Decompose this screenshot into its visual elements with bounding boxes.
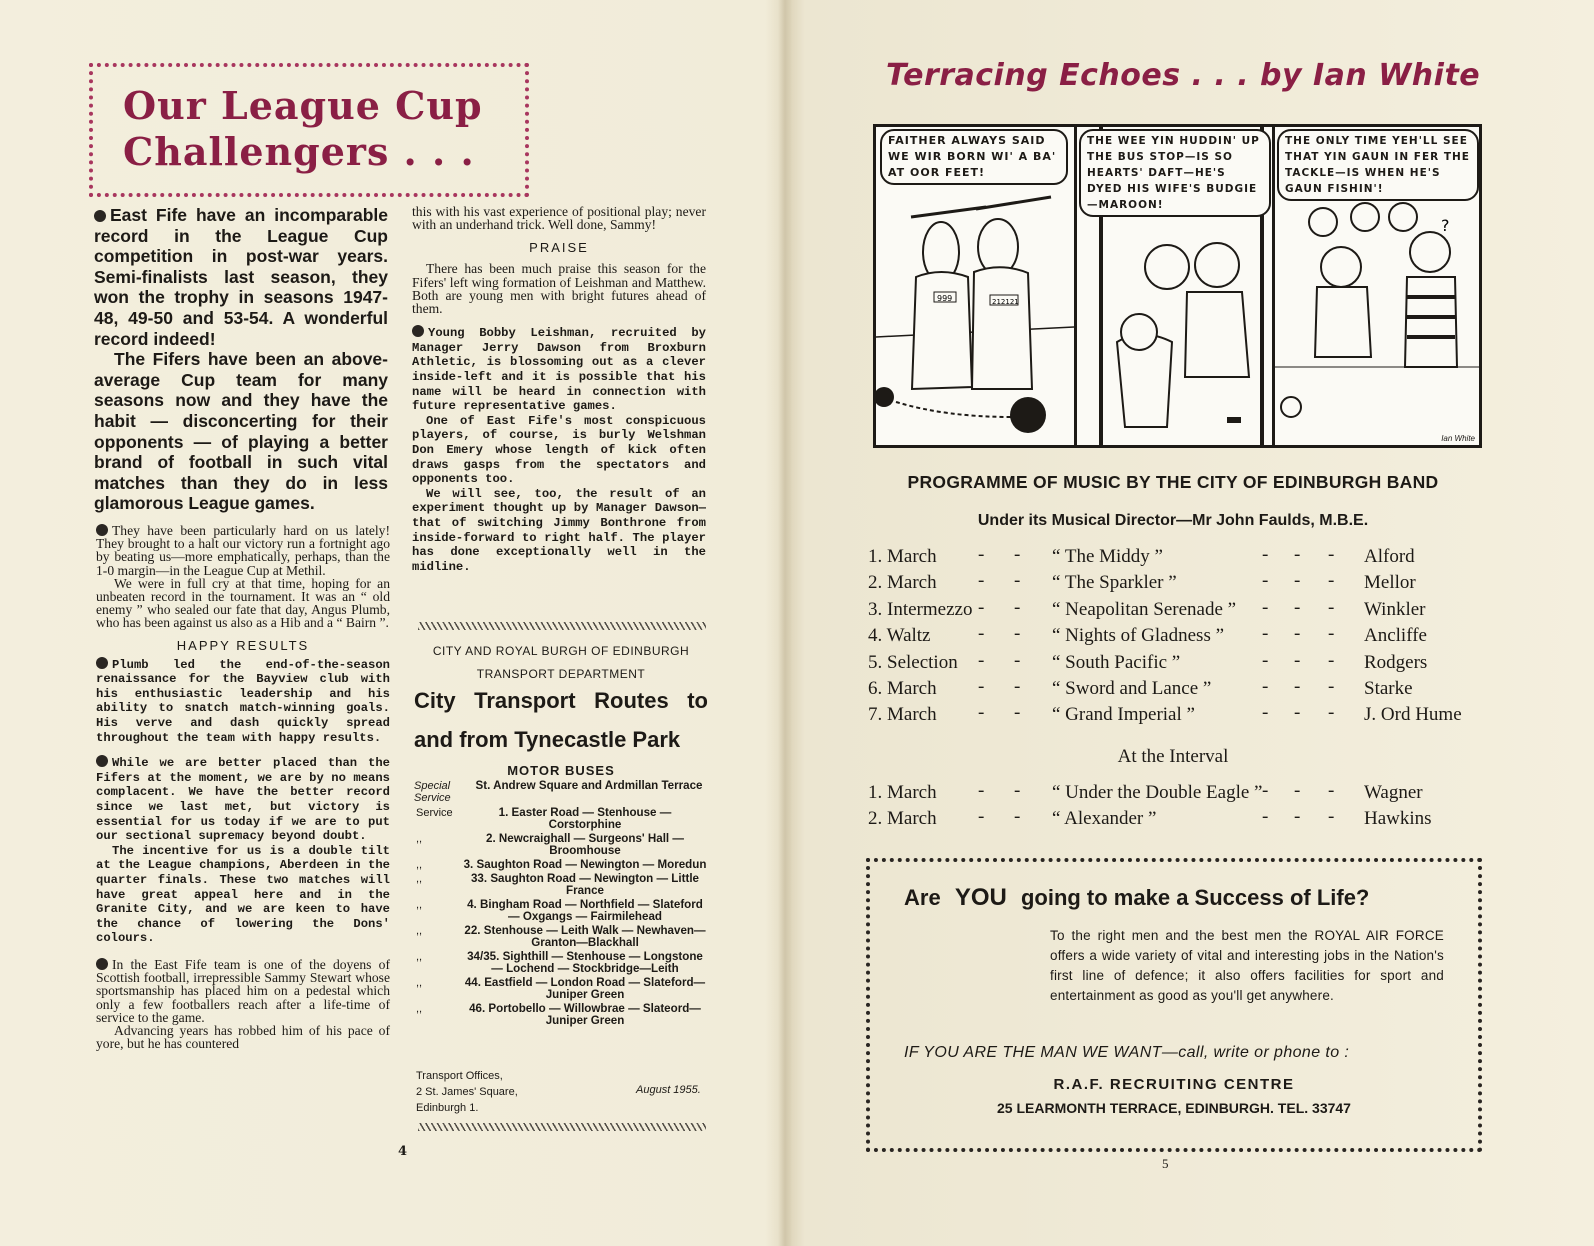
route-row: [414, 807, 708, 831]
programme-item-title: “ Neapolitan Serenade ”: [1052, 598, 1237, 620]
programme-item-number: 6. March: [868, 678, 937, 699]
route-label: ,,: [416, 1003, 423, 1015]
happy-heading: HAPPY RESULTS: [176, 637, 310, 653]
route-label: ,,: [416, 899, 423, 911]
route-row: [414, 951, 708, 975]
offices-line-3: Edinburgh 1.: [416, 1102, 479, 1114]
programme-item-title: “ Under the Double Eagle ”: [1052, 782, 1263, 803]
bullet-icon: [96, 657, 108, 669]
programme-item-title: “ Grand Imperial ”: [1052, 704, 1195, 726]
route-label: ,,: [416, 951, 423, 963]
transport-header-2: TRANSPORT DEPARTMENT: [476, 667, 646, 681]
offices-date: August 1955.: [636, 1084, 701, 1096]
programme-item-composer: Winkler: [1364, 598, 1426, 620]
route-label: ,,: [416, 925, 423, 937]
lead-para-1: East Fife have an incomparable record in the League Cup competition in post-war years. Semi-finalists last season, they won the trophy in seasons 1947-48, 49-50 and 53-54. A wonderful record indeed!: [94, 205, 388, 349]
special-label: Special Service: [414, 780, 451, 804]
route-text: 44. Eastfield — London Road — Slateford—Juniper Green: [464, 976, 706, 1001]
raf-address: 25 LEARMONTH TERRACE, EDINBURGH. TEL. 33747: [997, 1100, 1351, 1116]
programme-item-title: “ Alexander ”: [1052, 808, 1157, 830]
badge-999: 999: [937, 294, 953, 303]
raf-headline: Are YOU going to make a Success of Life?: [904, 884, 1370, 911]
programme-title: PROGRAMME OF MUSIC BY THE CITY OF EDINBURGH BAND: [907, 472, 1439, 492]
para-advancing: Advancing years has robbed him of his pace of yore, but he has countered: [96, 1022, 390, 1052]
route-label: ,,: [416, 859, 423, 871]
dash-leader: -: [1262, 570, 1269, 592]
programme-item-number: 5. Selection: [868, 651, 958, 673]
para-cont: this with his vast experience of positional play; never with an underhand trick. Well done, Sammy!: [412, 204, 706, 233]
dash-leader: -: [1294, 676, 1301, 697]
cartoon-drawing-1: [876, 127, 1074, 445]
title-box: [89, 63, 529, 197]
dash-leader: -: [1328, 806, 1335, 828]
programme-item-composer: Alford: [1364, 546, 1415, 567]
speech-bubble-1: FAITHER ALWAYS SAID WE WIR BORN WI' A BA' AT OOR FEET!: [880, 129, 1068, 185]
lead-para-2: The Fifers have been an above-average Cup team for many seasons now and they have the habit — disconcerting for their opponents — of playing a better brand of football in such vital matches than they do in less glamorous League games.: [94, 349, 388, 514]
route-label: ,,: [416, 977, 423, 989]
interval-label: At the Interval: [1117, 746, 1229, 767]
programme-item-composer: J. Ord Hume: [1364, 704, 1462, 726]
dash-leader: -: [1014, 649, 1021, 671]
dash-leader: -: [978, 676, 985, 697]
dash-leader: -: [978, 780, 985, 801]
dash-leader: -: [1294, 702, 1301, 724]
programme-subtitle: Under its Musical Director—Mr John Faulds, M.B.E.: [977, 512, 1369, 529]
dash-leader: -: [1014, 570, 1021, 592]
dash-leader: -: [1262, 623, 1269, 645]
dash-leader: -: [1328, 702, 1335, 724]
dash-leader: -: [1014, 702, 1021, 724]
dash-leader: -: [978, 806, 985, 828]
programme-item-number: 1. March: [868, 782, 937, 803]
lead-column: [94, 205, 388, 514]
dash-leader: -: [1262, 676, 1269, 697]
dash-leader: -: [1014, 596, 1021, 618]
programme-item-title: “ South Pacific ”: [1052, 651, 1181, 673]
bullet-icon: [96, 755, 108, 767]
route-row: [414, 925, 708, 949]
route-text: 33. Saughton Road — Newington — Little France: [470, 872, 699, 897]
route-row: [414, 977, 708, 1001]
dash-leader: -: [978, 570, 985, 592]
artist-signature: Ian White: [1441, 434, 1475, 443]
route-text: 3. Saughton Road — Newington — Moredun: [463, 858, 707, 871]
route-text: 2. Newcraighall — Surgeons' Hall —Broomhouse: [486, 832, 684, 857]
raf-centre: R.A.F. RECRUITING CENTRE: [1053, 1076, 1295, 1093]
offices-line-1: Transport Offices,: [416, 1070, 503, 1082]
route-row: [414, 873, 708, 897]
dash-leader: -: [978, 596, 985, 618]
route-text: 22. Stenhouse — Leith Walk — Newhaven—Granton—Blackhall: [464, 924, 706, 949]
programme-item-number: 2. March: [868, 572, 937, 594]
route-list: [414, 807, 708, 1027]
special-route: St. Andrew Square and Ardmillan Terrace: [475, 779, 703, 792]
dash-leader: -: [1014, 623, 1021, 645]
route-label: Service: [416, 807, 453, 819]
divider-zigzag-bottom: [418, 1123, 706, 1131]
para-incentive: The incentive for us is a double tilt at the League champions, Aberdeen in the quarter finals. These two matches will have great appeal here and in the Granite City, and we are keen to have the chance of lowering the Dons' colours.: [96, 843, 390, 946]
left-col-body: [96, 524, 390, 1050]
raf-advert: [866, 858, 1482, 1152]
programme-item-number: 7. March: [868, 704, 937, 726]
route-row: [414, 833, 708, 857]
bullet-icon: [412, 325, 424, 337]
route-text: 4. Bingham Road — Northfield — Slateford— Oxgangs — Fairmilehead: [467, 898, 703, 923]
bullet-icon: [96, 958, 108, 970]
route-row: [414, 1003, 708, 1027]
transport-title-2: and from Tynecastle Park: [414, 727, 681, 752]
cartoon-panel-2: [1074, 124, 1276, 448]
praise-heading: PRAISE: [529, 240, 589, 256]
divider-zigzag: [418, 622, 706, 630]
programme-item-composer: Rodgers: [1364, 651, 1428, 673]
cartoon-panel-1: [873, 124, 1077, 448]
dash-leader: -: [978, 544, 985, 565]
title-line-1: Our League Cup: [123, 83, 483, 128]
transport-header-1: CITY AND ROYAL BURGH OF EDINBURGH: [432, 644, 690, 658]
dash-leader: -: [1328, 780, 1335, 801]
raf-body: To the right men and the best men the ROYAL AIR FORCE offers a wide variety of vital and interesting jobs in the Nation's first line of defence; it also offers facilities for sport and entertainment as good as you'll get anywhere.: [1050, 928, 1444, 1003]
dash-leader: -: [1328, 623, 1335, 645]
programme-item-number: 1. March: [868, 546, 937, 567]
dash-leader: -: [978, 702, 985, 724]
dash-leader: -: [1328, 596, 1335, 618]
para-stewart: In the East Fife team is one of the doyens of Scottish football, irrepressible Sammy Stewart whose sportsmanship has placed him on a pedestal which only a few footballers reach after a life-time of service to the game.: [96, 956, 390, 1025]
dash-leader: -: [1328, 544, 1335, 565]
dash-leader: -: [1294, 623, 1301, 645]
badge-212121: 212121: [992, 298, 1019, 306]
cartoon-panel-3: [1272, 124, 1482, 448]
programme-item-title: “ Sword and Lance ”: [1052, 678, 1212, 699]
dash-leader: -: [1294, 544, 1301, 565]
bus-routes: [414, 780, 708, 1029]
bullet-icon: [96, 524, 108, 536]
para-while: While we are better placed than the Fifers at the moment, we are by no means complacent. We have the better record since we last met, but victory is essential for us today if we are to put our sectional supremacy beyond doubt.: [96, 756, 390, 844]
para-emery: One of East Fife's most conspicuous players, of course, is burly Welshman Don Emery whose length of kick often draws gasps from the spectators and opponents too.: [412, 413, 706, 487]
programme-item-title: “ The Middy ”: [1052, 546, 1163, 567]
raf-call: IF YOU ARE THE MAN WE WANT—call, write or phone to :: [904, 1044, 1350, 1061]
svg-text:?: ?: [1441, 216, 1450, 235]
route-row: [414, 899, 708, 923]
para-experiment: We will see, too, the result of an experiment thought up by Manager Dawson—that of switching Jimmy Bonthrone from inside-forward to right half. The player has done exceptionally well in the midline.: [412, 486, 706, 574]
speech-bubble-2: THE WEE YIN HUDDIN' UP THE BUS STOP—IS SO HEARTS' DAFT—HE'S DYED HIS WIFE'S BUDGIE—MAROON!: [1079, 129, 1271, 217]
para-leishman: Young Bobby Leishman, recruited by Manager Jerry Dawson from Broxburn Athletic, is blossoming out as a clever inside-left and it is possible that his name will be heard in connection with future representative games.: [412, 326, 706, 414]
programme-item-number: 4. Waltz: [868, 625, 931, 647]
dash-leader: -: [1294, 780, 1301, 801]
dash-leader: -: [1328, 570, 1335, 592]
programme-item-composer: Starke: [1364, 678, 1413, 699]
programme-item-title: “ The Sparkler ”: [1052, 572, 1177, 594]
route-row: [414, 859, 708, 871]
programme-item-composer: Mellor: [1364, 572, 1416, 594]
dash-leader: -: [1014, 544, 1021, 565]
dash-leader: -: [1262, 702, 1269, 724]
programme-item-composer: Hawkins: [1364, 808, 1432, 830]
dash-leader: -: [1294, 806, 1301, 828]
programme-item-composer: Ancliffe: [1364, 625, 1427, 647]
dash-leader: -: [1328, 676, 1335, 697]
dash-leader: -: [1262, 544, 1269, 565]
offices-line-2: 2 St. James' Square,: [416, 1086, 518, 1098]
dash-leader: -: [1294, 570, 1301, 592]
programme-item-number: 2. March: [868, 808, 937, 830]
route-text: 46. Portobello — Willowbrae — Slateord—Juniper Green: [469, 1002, 701, 1027]
dash-leader: -: [978, 623, 985, 645]
speech-bubble-3: THE ONLY TIME YEH'LL SEE THAT YIN GAUN IN FER THE TACKLE—IS WHEN HE'S GAUN FISHIN'!: [1277, 129, 1479, 201]
dash-leader: -: [1294, 649, 1301, 671]
route-text: 1. Easter Road — Stenhouse — Corstorphine: [498, 806, 672, 831]
dash-leader: -: [1262, 806, 1269, 828]
programme-item-composer: Wagner: [1364, 782, 1423, 803]
dash-leader: -: [1294, 596, 1301, 618]
dash-leader: -: [1262, 649, 1269, 671]
transport-title-1: City Transport Routes to: [414, 688, 708, 713]
title-line-2: Challengers . . .: [123, 129, 475, 174]
page-number-left: 4: [398, 1144, 408, 1159]
bullet-icon: [94, 210, 106, 222]
dash-leader: -: [1328, 649, 1335, 671]
special-service-row: [414, 780, 708, 804]
para-hard: They have been particularly hard on us lately! They brought to a halt our victory run a fortnight ago by beating us—more emphatically, perhaps, than the 1-0 margin—in the League Cup at Methil.: [96, 523, 390, 578]
dash-leader: -: [978, 649, 985, 671]
programme-item-title: “ Nights of Gladness ”: [1052, 625, 1225, 647]
programme-item-number: 3. Intermezzo: [868, 598, 973, 620]
page-number-right: 5: [1162, 1156, 1169, 1171]
dash-leader: -: [1014, 806, 1021, 828]
transport-offices: [416, 1068, 518, 1116]
motor-buses-heading: MOTOR BUSES: [507, 763, 615, 778]
right-col-body: [412, 205, 706, 574]
dash-leader: -: [1014, 780, 1021, 801]
route-label: ,,: [416, 873, 423, 885]
dash-leader: -: [1262, 780, 1269, 801]
para-fullcry: We were in full cry at that time, hoping for an unbeaten record in the tournament. It was an “ old enemy ” who sealed our fate that day, Angus Plumb, who has been against us also as a Hib and a “ Bairn ”.: [96, 575, 390, 631]
dash-leader: -: [1014, 676, 1021, 697]
para-praise: There has been much praise this season for the Fifers' left wing formation of Leishman and Matthew. Both are young men with bright futures ahead of them.: [412, 261, 706, 317]
route-text: 34/35. Sighthill — Stenhouse — Longstone — Lochend — Stockbridge—Leith: [467, 950, 703, 975]
route-label: ,,: [416, 833, 423, 845]
para-plumb: Plumb led the end-of-the-season renaissance for the Bayview club with his enthusiastic leadership and his ability to snatch match-winning goals. His verve and dash quickly spread throughout the team with happy results.: [96, 657, 390, 745]
page-fold: [778, 0, 792, 1246]
terracing-heading: Terracing Echoes . . . by Ian White: [886, 58, 1481, 93]
dash-leader: -: [1262, 596, 1269, 618]
